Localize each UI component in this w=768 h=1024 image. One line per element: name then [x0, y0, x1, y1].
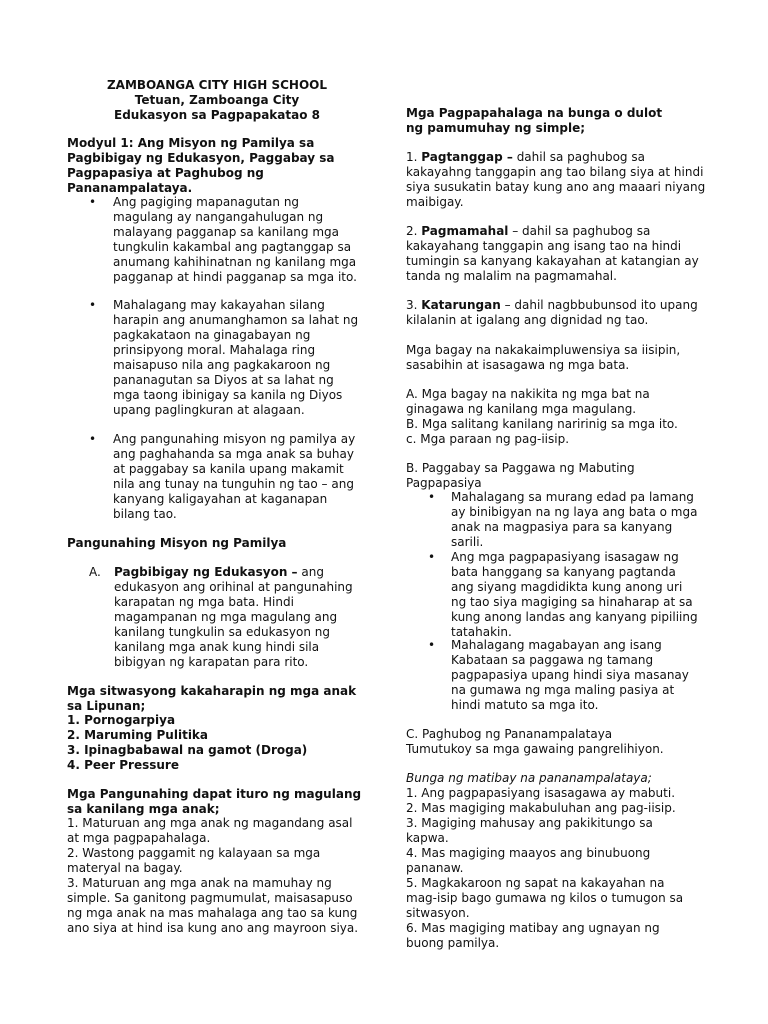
bullet-text: Ang pagiging mapanagutan ng magulang ay nangangahulugan ng malayang pagganap sa kanilang mga tungkulin kakambal ang pagtanggap sa anumang kahihinatnan ng kanilang mga pagganap at hindi pagganap sa mga ito. [113, 195, 357, 284]
item-a-text [114, 565, 364, 670]
bullet-text: Ang pangunahing misyon ng pamilya ay ang paghahanda sa mga anak sa buhay at paggabay sa kanila upang makamit nila ang tunay na tunguhin ng tao – ang kanyang kaligayahan at kaganapan bilang tao. [113, 432, 356, 521]
list-item: B. Mga salitang kanilang naririnig sa mga ito. [406, 417, 678, 431]
list-item: c. Mga paraan ng pag-iisip. [406, 432, 570, 446]
fruits-list [406, 786, 696, 951]
bullet-icon: • [89, 195, 97, 209]
item-a-description: ang edukasyon ang orihinal at pangunahing karapatan ng mga bata. Hindi magampanan ng mga magulang ang kanilang tungkulin sa edukasyon ng kanilang mga anak kung hindi sila bibigyan ng karapatan para rito. [114, 565, 353, 669]
value-number: 3. [406, 298, 418, 312]
list-item: 4. Mas magiging maayos ang binubuong pananaw. [406, 846, 651, 875]
faith-heading: C. Paghubog ng Pananampalataya [406, 727, 613, 741]
module-title: Modyul 1: Ang Misyon ng Pamilya sa Pagbibigay ng Edukasyon, Paggabay sa Pagpapasiya at Paghubog ng Pananampalataya. [67, 136, 335, 195]
bullet-icon: • [428, 490, 436, 504]
fruits-heading: Bunga ng matibay na pananampalataya; [406, 771, 652, 785]
situations-heading: Mga sitwasyong kakaharapin ng mga anak sa Lipunan; [67, 684, 357, 713]
bullet-text: Mahalagang sa murang edad pa lamang ay binibigyan na ng laya ang bata o mga anak na magpasiya para sa kanyang sarili. [451, 490, 698, 549]
influence-list [406, 387, 706, 447]
teach-list [67, 816, 367, 936]
list-item: 6. Mas magiging matibay ang ugnayan ng buong pamilya. [406, 921, 660, 950]
value-text: – dahil sa paghubog sa kakayahang tanggapin ang isang tao na hindi tumingin sa kanyang kakayahan at katangian ay tanda ng malalim na pagmamahal. [406, 224, 699, 283]
bullet-icon: • [89, 298, 97, 312]
value-number: 2. [406, 224, 418, 238]
mission-heading: Pangunahing Misyon ng Pamilya [67, 536, 287, 550]
value-item [406, 224, 706, 284]
school-location: Tetuan, Zamboanga City [134, 93, 300, 107]
list-item: 3. Magiging mahusay ang pakikitungo sa kapwa. [406, 816, 653, 845]
list-item: 5. Magkakaroon ng sapat na kakayahan na mag-isip bago gumawa ng kilos o tumugon sa sitwasyon. [406, 876, 684, 920]
value-number: 1. [406, 150, 418, 164]
list-item: A. Mga bagay na nakikita ng mga bat na ginagawa ng kanilang mga magulang. [406, 387, 650, 416]
school-name: ZAMBOANGA CITY HIGH SCHOOL [106, 78, 328, 92]
value-term: Pagtanggap – [421, 150, 513, 164]
document-header [67, 78, 367, 123]
bullet-icon: • [428, 550, 436, 564]
value-item [406, 150, 706, 210]
value-item [406, 298, 706, 328]
list-item: 1. Maturuan ang mga anak ng magandang asal at mga pagpapahalaga. [67, 816, 353, 845]
list-item: 1. Ang pagpapasiyang isasagawa ay mabuti. [406, 786, 676, 800]
values-heading: Mga Pagpapahalaga na bunga o dulot ng pamumuhay ng simple; [406, 106, 663, 135]
value-text: – dahil nagbbubunsod ito upang kilalanin at igalang ang dignidad ng tao. [406, 298, 698, 327]
bullet-icon: • [89, 432, 97, 446]
bullet-text: Mahalagang magabayan ang isang Kabataan sa paggawa ng tamang pagpapasiya upang hindi siya masanay na gumawa ng mga maling pasiya at hindi matuto sa mga ito. [451, 638, 689, 712]
bullet-text: Ang mga pagpapasiyang isasagaw ng bata hanggang sa kanyang pagtanda ang siyang magdidikta kung anong uri ng tao siya magiging sa hinaharap at sa kung anong landas ang kanyang pipiliing tatahakin. [451, 550, 698, 639]
list-item: 2. Mas magiging makabuluhan ang pag-iisip. [406, 801, 676, 815]
teach-heading: Mga Pangunahing dapat ituro ng magulang sa kanilang mga anak; [67, 787, 362, 816]
bullet-icon: • [428, 638, 436, 652]
list-item: 3. Ipinagbabawal na gamot (Droga) [67, 743, 308, 757]
influence-intro: Mga bagay na nakakaimpluwensiya sa iisipin, sasabihin at isasagawa ng mga bata. [406, 343, 681, 372]
list-marker: A. [89, 565, 101, 579]
list-item: 4. Peer Pressure [67, 758, 179, 772]
value-text: dahil sa paghubog sa kakayahng tanggapin ang tao bilang siya at hindi siya susukatin batay kung ano ang maaari niyang maibigay. [406, 150, 706, 209]
list-item: 3. Maturuan ang mga anak na mamuhay ng simple. Sa ganitong pagmumulat, maisasapuso ng mga anak na mas mahalaga ang tao sa kung ano siya at hind isa kung ano ang mayroon siya. [67, 876, 359, 935]
subject-title: Edukasyon sa Pagpapakatao 8 [114, 108, 320, 122]
value-term: Pagmamahal [421, 224, 509, 238]
faith-text: Tumutukoy sa mga gawaing pangrelihiyon. [406, 742, 664, 756]
situations-list [67, 713, 367, 773]
list-item: 1. Pornogarpiya [67, 713, 176, 727]
guidance-heading: B. Paggabay sa Paggawa ng Mabuting Pagpapasiya [406, 461, 635, 490]
list-item: 2. Maruming Pulitika [67, 728, 209, 742]
item-a-term: Pagbibigay ng Edukasyon – [114, 565, 298, 579]
list-item: 2. Wastong paggamit ng kalayaan sa mga materyal na bagay. [67, 846, 321, 875]
bullet-text: Mahalagang may kakayahan silang harapin ang anumanghamon sa lahat ng pagkakataon na ginagabayan ng prinsipyong moral. Mahalaga ring maisapuso nila ang pagkakaroon ng pananagutan sa Diyos at sa lahat ng mga taong ibinigay sa kanila ng Diyos upang paglingkuran at alagaan. [113, 298, 359, 417]
value-term: Katarungan [421, 298, 501, 312]
